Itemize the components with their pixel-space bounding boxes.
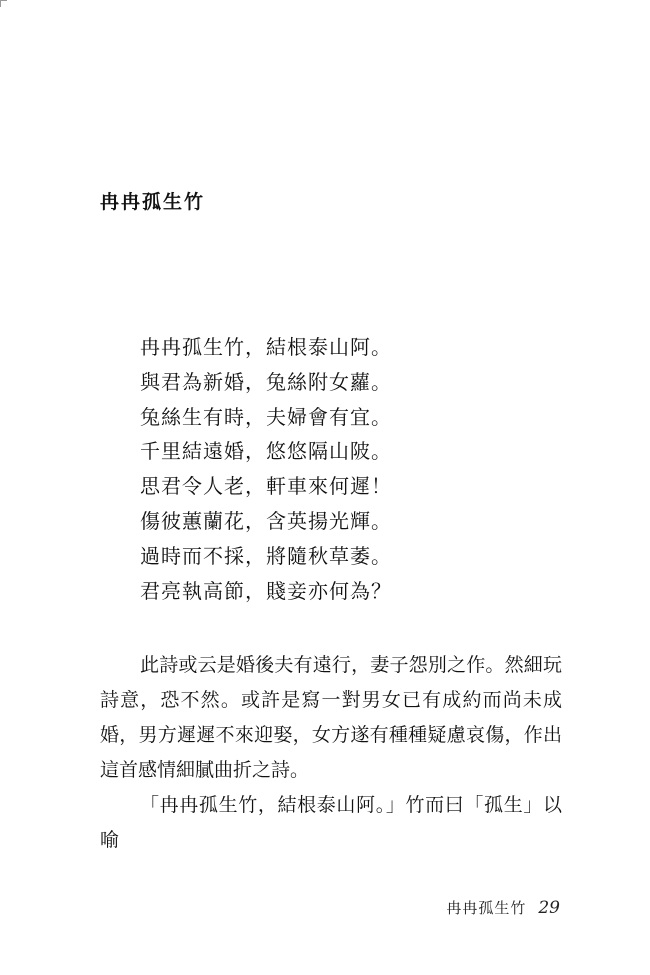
poem-line: 千里結遠婚，悠悠隔山陂。: [140, 439, 392, 464]
poem-line: 與君為新婚，兔絲附女蘿。: [140, 369, 392, 394]
commentary: [100, 648, 562, 858]
poem-line: 冉冉孤生竹，結根泰山阿。: [140, 335, 392, 359]
commentary-paragraph: 此詩或云是婚後夫有遠行，妻子怨別之作。然細玩詩意，恐不然。或許是寫一對男女已有成約而尚未成婚，男方遲遲不來迎娶，女方遂有種種疑慮哀傷，作出這首感情細膩曲折之詩。: [100, 654, 562, 781]
page-title: 冉冉孤生竹: [100, 191, 206, 213]
poem-line: 思君令人老，軒車來何遲！: [140, 474, 392, 499]
page-number: 29: [538, 898, 560, 918]
poem: [140, 330, 392, 608]
poem-line: 君亮執高節，賤妾亦何為？: [140, 578, 392, 603]
commentary-paragraph: 「冉冉孤生竹，結根泰山阿。」竹而曰「孤生」以喻: [100, 794, 562, 851]
page-footer: [446, 897, 560, 918]
running-title: 冉冉孤生竹: [446, 899, 527, 917]
crop-mark: [0, 0, 7, 7]
poem-line: 兔絲生有時，夫婦會有宜。: [140, 404, 392, 429]
poem-line: 傷彼蕙蘭花，含英揚光輝。: [140, 508, 392, 533]
poem-line: 過時而不採，將隨秋草萎。: [140, 543, 392, 568]
